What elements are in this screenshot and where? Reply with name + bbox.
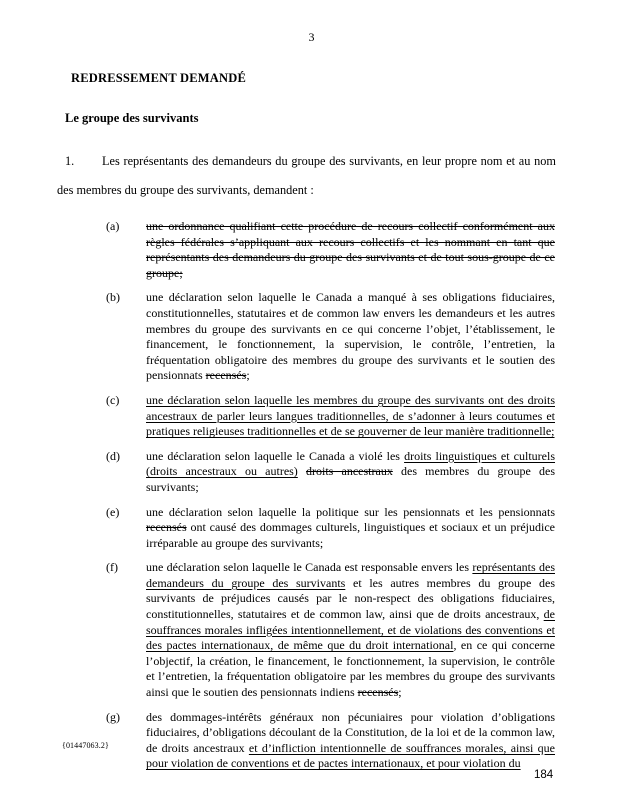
text-segment-normal: ont causé des dommages culturels, linguistiques et sociaux et un préjudice irréparable au groupe des survivants; <box>146 520 555 550</box>
list-item-label: (e) <box>106 504 120 519</box>
text-segment-normal: une déclaration selon laquelle le Canada est responsable envers les <box>146 560 473 575</box>
text-segment-strike: droits ancestraux <box>306 464 393 479</box>
text-segment-normal: une déclaration selon laquelle le Canada a manqué à ses obligations fiduciaires, constitutionnelles, statutaires et de common law envers les demandeurs et les autres membres du groupe des survivants en ce qui concerne l’objet, l’établissement, le financement, le fonctionnement, la supervision, le contrôle, l’entretien, la fréquentation obligatoire des membres du groupe des survivants et le soutien des pensionnats <box>146 290 555 383</box>
text-segment-underline: une déclaration selon laquelle les membres du groupe des survivants ont des droits ancestraux de parler leurs langues traditionnelles, de s’adonner à leurs coutumes et pratiques religieuses traditionnelles et de se gouverner de leur manière traditionnelle; <box>146 392 555 439</box>
list-item-d <box>106 449 555 496</box>
text-segment-normal: une déclaration selon laquelle la politique sur les pensionnats et les pensionnats <box>146 504 555 519</box>
text-segment-normal <box>298 464 306 478</box>
list-item-f <box>106 560 555 700</box>
list-item-label: (d) <box>106 448 120 463</box>
list-item-label: (c) <box>106 392 120 407</box>
text-segment-underline: droits linguistiques et culturels (droits ancestraux ou autres) <box>146 448 556 479</box>
list-item-text <box>146 505 555 552</box>
list-item-text <box>146 290 555 384</box>
list-item-text <box>146 710 555 772</box>
list-item-b <box>106 290 555 384</box>
subsection-title: Le groupe des survivants <box>65 111 199 125</box>
list-item-text <box>146 393 555 440</box>
list-item-g <box>106 710 555 772</box>
text-segment-normal: une déclaration selon laquelle le Canada a violé les <box>146 448 405 463</box>
paragraph-text: Les représentants des demandeurs du groupe des survivants, en leur propre nom et au nom des membres du groupe des survivants, demandent : <box>57 154 556 197</box>
page-number-top: 3 <box>308 30 315 44</box>
list-item-text <box>146 449 555 496</box>
list-item-label: (g) <box>106 709 120 724</box>
list-item-label: (b) <box>106 290 120 305</box>
list-item-e <box>106 505 555 552</box>
list-item-a <box>106 219 555 281</box>
list-item-label: (f) <box>106 560 118 575</box>
text-segment-normal: ; <box>246 368 250 383</box>
text-segment-strike: recensés <box>146 520 187 535</box>
text-segment-underline: et d’infliction intentionnelle de souffrances morales, ainsi que pour violation de conventions et de pactes internationaux, et pour violation du <box>146 740 555 771</box>
text-segment-normal: , en ce qui concerne l’objectif, la création, le financement, le fonctionnement, la supervision, le contrôle et l’entretien, la fréquentation obligatoire par les membres du groupe des survivants ainsi que le soutien des pensionnats indiens <box>146 638 555 700</box>
text-segment-normal: et les autres membres du groupe des survivants de préjudices causés par le non-respect des obligations fiduciaires, constitutionnelles, statutaires et de common law, ainsi que de droits ancestraux, <box>146 575 555 622</box>
paragraph-1 <box>57 147 556 205</box>
list-item-text <box>146 560 555 700</box>
paragraph-number: 1. <box>65 154 75 168</box>
text-segment-strike: recensés <box>205 368 247 383</box>
text-segment-normal: ; <box>398 685 402 700</box>
document-reference: {01447063.2} <box>62 741 109 750</box>
list-item-label: (a) <box>106 219 120 233</box>
text-segment-underline: représentants des demandeurs du groupe des survivants <box>146 560 555 590</box>
section-title: REDRESSEMENT DEMANDÉ <box>71 71 246 85</box>
text-segment-underline: de souffrances morales infligées intentionnellement, et de violations des conventions et des pactes internationaux, de même que du droit international <box>146 607 555 653</box>
page-number-bottom: 184 <box>534 769 554 781</box>
list-item-text <box>146 219 555 281</box>
relief-list <box>106 219 555 781</box>
text-segment-strike: une ordonnance qualifiant cette procédure de recours collectif conformément aux règles fédérales s’appliquant aux recours collectifs et les nommant en tant que représentants des demandeurs du groupe des survivants et de tout sous-groupe de ce groupe; <box>146 219 555 280</box>
text-segment-strike: recensés <box>357 685 399 700</box>
text-segment-normal: des membres du groupe des survivants; <box>146 464 556 494</box>
text-segment-normal: des dommages-intérêts généraux non pécuniaires pour violation d’obligations fiduciaires, d’obligations découlant de la Constitution, de la loi et de la common law, de droits ancestraux <box>146 709 555 755</box>
list-item-c <box>106 393 555 440</box>
